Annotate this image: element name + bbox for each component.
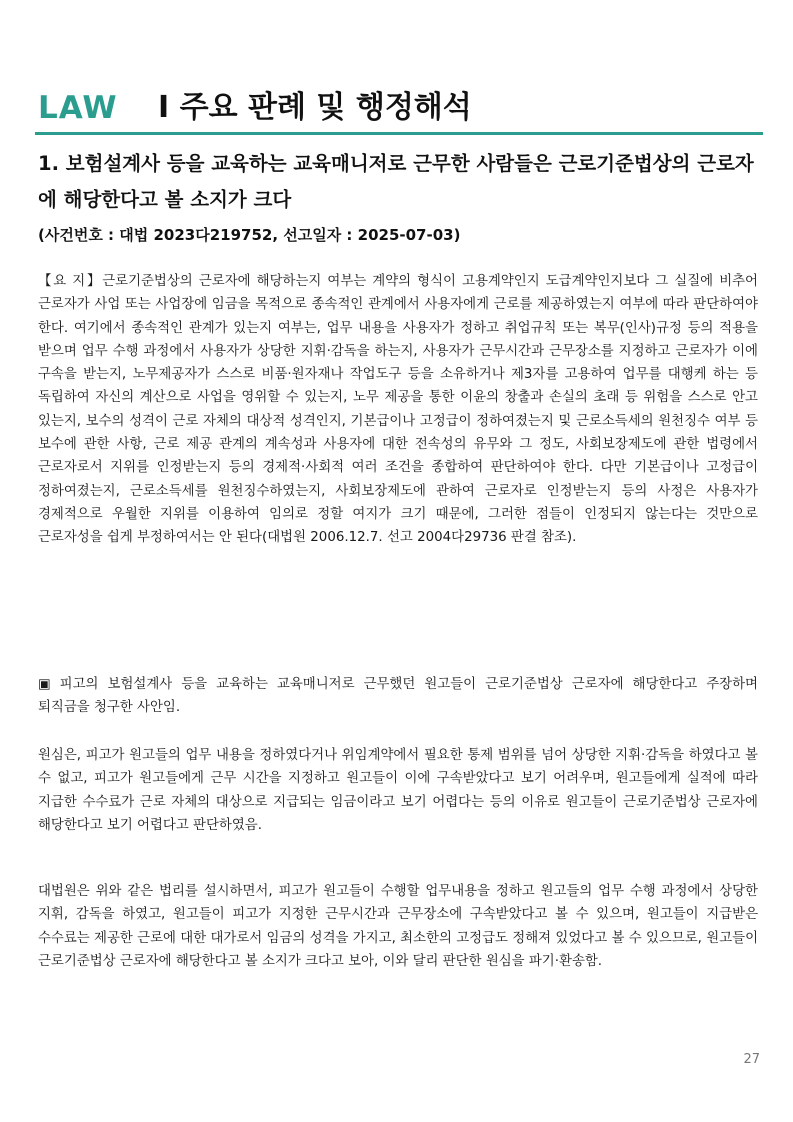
supreme-court-paragraph: 대법원은 위와 같은 법리를 설시하면서, 피고가 원고들이 수행할 업무내용을 정하고 원고들의 업무 수행 과정에서 상당한 지휘, 감독을 하였고, 원고들이 피고가 지정한 근무시간과 근무장소에 구속받았다고 볼 수 있으며, 원고들이 지급받은 수수료는 제공한 근로에 대한 대가로서 임금의 성격을 가지고, 최소한의 고정급도 정해져 있었다고 볼 수 있으므로, 원고들이 근로기준법상 근로자에 해당한다고 볼 소지가 크다고 보아, 이와 달리 판단한 원심을 파기·환송함.	[38, 884, 758, 969]
case-meta: (사건번호 : 대법 2023다219752, 선고일자 : 2025-07-03)	[38, 226, 461, 244]
section-tag: LAW	[38, 90, 118, 126]
page-number: 27	[743, 1052, 760, 1067]
summary-paragraph: 【요 지】근로기준법상의 근로자에 해당하는지 여부는 계약의 형식이 고용계약인지 도급계약인지보다 그 실질에 비추어 근로자가 사업 또는 사업장에 임금을 목적으로 종속적인 관계에서 사용자에게 근로를 제공하였는지 여부에 따라 판단하여야 한다. 여기에서 종속적인 관계가 있는지 여부는, 업무 내용을 사용자가 정하고 취업규칙 또는 복무(인사)규정 등의 적용을 받으며 업무 수행 과정에서 사용자가 상당한 지휘·감독을 하는지, 사용자가 근무시간과 근무장소를 지정하고 근로자가 이에 구속을 받는지, 노무제공자가 스스로 비품·원자재나 작업도구 등을 소유하거나 제3자를 고용하여 업무를 대행케 하는 등 독립하여 자신의 계산으로 사업을 영위할 수 있는지, 노무 제공을 통한 이윤의 창출과 손실의 초래 등 위험을 스스로 안고 있는지, 보수의 성격이 근로 자체의 대상적 성격인지, 기본급이나 고정급이 정하여졌는지 및 근로소득세의 원천징수 여부 등 보수에 관한 사항, 근로 제공 관계의 계속성과 사용자에 대한 전속성의 유무와 그 정도, 사회보장제도에 관한 법령에서 근로자로서 지위를 인정받는지 등의 경제적·사회적 여러 조건을 종합하여 판단하여야 한다. 다만 기본급이나 고정급이 정하여졌는지, 근로소득세를 원천징수하였는지, 사회보장제도에 관하여 근로자로 인정받는지 등의 사정은 사용자가 경제적으로 우월한 지위를 이용하여 임의로 정할 여지가 크기 때문에, 그러한 점들이 인정되지 않는다는 것만으로 근로자성을 쉽게 부정하여서는 안 된다(대법원 2006.12.7. 선고 2004다29736 판결 참조).	[38, 274, 758, 546]
case-title: 1. 보험설계사 등을 교육하는 교육매니저로 근무한 사람들은 근로기준법상의 근로자에 해당한다고 볼 소지가 크다	[38, 152, 754, 211]
lower-court-paragraph: 원심은, 피고가 원고들의 업무 내용을 정하였다거나 위임계약에서 필요한 통제 범위를 넘어 상당한 지휘·감독을 하였다고 볼 수 없고, 피고가 원고들에게 근무 시간을 지정하고 원고들이 이에 구속받았다고 보기 어려우며, 원고들에게 실적에 따라 지급한 수수료가 근로 자체의 대상으로 지급되는 임금이라고 보기 어렵다는 등의 이유로 원고들이 근로기준법상 근로자에 해당한다고 보기 어렵다고 판단하였음.	[38, 748, 758, 833]
header-divider	[35, 132, 763, 135]
case-overview-paragraph: ▣ 피고의 보험설계사 등을 교육하는 교육매니저로 근무했던 원고들이 근로기준법상 근로자에 해당한다고 주장하며 퇴직금을 청구한 사안임.	[38, 677, 758, 716]
section-title: Ⅰ 주요 판례 및 행정해석	[158, 90, 472, 125]
section-header	[38, 88, 762, 128]
